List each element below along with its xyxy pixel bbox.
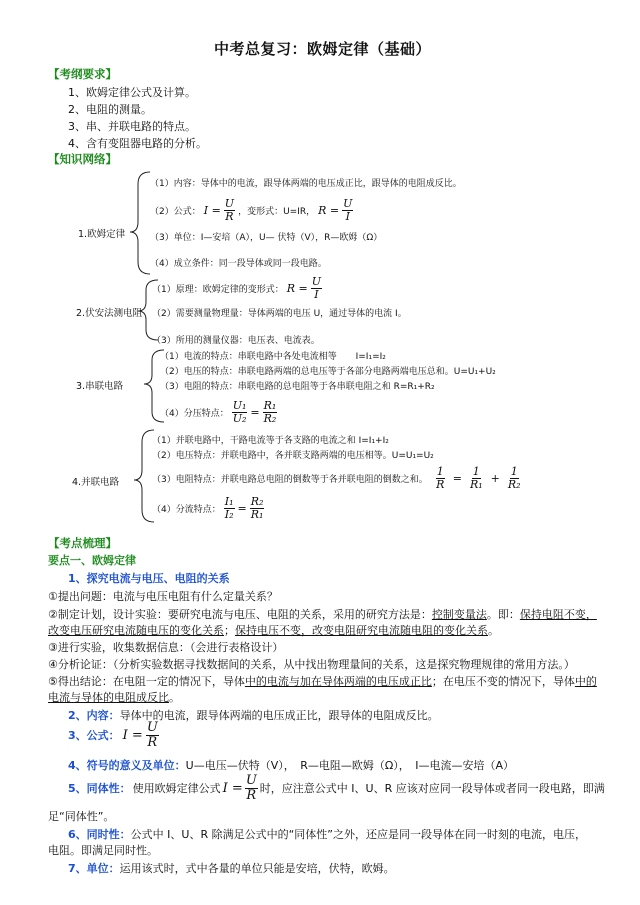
- exam-requirements-heading: 【考纲要求】: [48, 67, 117, 81]
- fraction-denominator: R₁: [469, 477, 483, 491]
- parallel-shunt-fraction-r: [250, 496, 265, 520]
- voltammetry-principle-prefix: （1）原理：欧姆定律的变形式：: [152, 284, 284, 295]
- step-plan-cont: [48, 622, 499, 638]
- equals-sign: =: [452, 471, 462, 485]
- content-label: 2、内容：: [68, 709, 120, 722]
- parallel-resistance-text: （3）电阻特点：并联电路总电阻的倒数等于各并联电阻的倒数之和。: [152, 474, 428, 485]
- fraction-denominator: I₂: [224, 507, 234, 521]
- step-experiment: ③进行实验，收集数据信息：（会进行表格设计）: [48, 641, 284, 654]
- step-plan-underlined: 改变电压研究电流随电压的变化关系: [48, 624, 224, 637]
- fraction-numerator: U: [343, 197, 353, 210]
- series-current-text: （1）电流的特点：串联电路中各处电流相等: [160, 352, 337, 362]
- series-divider-fraction-r: [263, 400, 278, 424]
- parallel-shunt-fraction-i: [224, 496, 235, 520]
- fraction-numerator: 1: [436, 465, 444, 478]
- equals-sign: =: [250, 405, 260, 419]
- fraction-denominator: U₂: [232, 411, 247, 425]
- fraction-denominator: R: [246, 787, 257, 803]
- fraction-numerator: 1: [472, 465, 480, 478]
- series-divider-prefix: （4）分压特点：: [160, 408, 229, 419]
- fraction-denominator: R: [225, 209, 234, 223]
- step-conclusion-cont: [48, 689, 180, 705]
- fraction-denominator: R₁: [250, 507, 264, 521]
- fraction-denominator: R: [436, 477, 445, 491]
- series-voltage: （2）电压的特点：串联电路两端的总电压等于各部分电路两端电压总和。U=U₁+U₂: [160, 367, 496, 377]
- simultaneity-text: 公式中 I、U、R 除满足公式中的“同体性”之外，还应是同一段导体在同一时刻的电流，电压，: [130, 828, 586, 841]
- step-plan: [48, 606, 597, 622]
- requirement-item: 3、串、并联电路的特点。: [68, 120, 196, 133]
- formula-fraction: [146, 721, 159, 749]
- fraction-denominator: I: [345, 209, 350, 223]
- fraction-numerator: 1: [510, 465, 518, 478]
- parallel-inv-R: [436, 466, 445, 490]
- fraction-denominator: R: [147, 734, 158, 750]
- same-body-text: 使用欧姆定律公式: [132, 782, 221, 796]
- parallel-label: 4.并联电路: [72, 477, 120, 488]
- parallel-inv-R2: [508, 466, 521, 490]
- step-plan-text: ；: [224, 624, 235, 637]
- voltammetry-principle-R: R =: [286, 281, 308, 295]
- requirement-item: 4、含有变阻器电路的分析。: [68, 137, 207, 150]
- parallel-current: （1）并联电路中，干路电流等于各支路的电流之和 I=I₁+I₂: [152, 436, 389, 446]
- fraction-numerator: U: [311, 275, 322, 288]
- formula-I: I =: [122, 727, 143, 743]
- ohm-variant-R: R =: [318, 203, 340, 217]
- fraction-numerator: U: [245, 773, 257, 788]
- same-body-line: [68, 774, 605, 802]
- series-current-eq: I=I₁=I₂: [355, 352, 386, 362]
- step-conclusion-text: ；在电压不变的情况下，导体: [431, 675, 575, 688]
- same-body-text: 时，应注意公式中 I、U、R 应该对应同一段导体或者同一段电路，即满: [259, 782, 605, 796]
- unit-label: 7、单位：: [68, 862, 120, 875]
- step-conclusion-underlined: 中的电流与加在导体两端的电压成正比: [244, 675, 432, 688]
- fraction-numerator: I₁: [224, 495, 234, 508]
- requirement-item: 2、电阻的测量。: [68, 103, 152, 116]
- ohm-law-label: 1.欧姆定律: [78, 229, 126, 240]
- same-body-fraction: [245, 774, 258, 802]
- parallel-voltage: （2）电压特点：并联电路中，各并联支路两端的电压相等。U=U₁=U₂: [152, 451, 434, 461]
- unit-text: 运用该式时，式中各量的单位只能是安培，伏特，欧姆。: [119, 862, 395, 875]
- voltammetry-instruments: （3）所用的测量仪器：电压表、电流表。: [152, 336, 320, 346]
- step-conclusion-underlined: 中的: [574, 675, 597, 688]
- series-resistance: （3）电阻的特点：串联电路的总电阻等于各串联电阻之和 R=R₁+R₂: [160, 382, 435, 392]
- ohm-variant-fraction: [342, 198, 353, 222]
- symbols-line: [68, 757, 514, 773]
- fraction-numerator: R₁: [263, 399, 277, 412]
- step-conclusion-text: ⑤得出结论：在电阻一定的情况下，导体: [48, 675, 245, 688]
- ohm-variant-prefix: ，变形式：U=IR，: [238, 206, 316, 217]
- formula-label: 3、公式：: [68, 729, 120, 743]
- same-body-I: I =: [222, 780, 243, 796]
- formula-line: [68, 721, 159, 749]
- fraction-numerator: U₁: [232, 399, 247, 412]
- ohm-formula-I: I =: [203, 203, 221, 217]
- step-plan-underlined: 保持电压不变，改变电阻研究电流随电阻的变化关系: [235, 624, 488, 637]
- ohm-formula-line: [150, 198, 353, 222]
- parallel-shunt-line: [152, 496, 264, 520]
- series-divider-line: [160, 400, 277, 424]
- equals-sign: =: [237, 501, 247, 515]
- voltammetry-quantities: （2）需要测量物理量：导体两端的电压 U，通过导体的电流 I。: [152, 309, 407, 319]
- step-conclusion: [48, 673, 597, 689]
- fraction-denominator: I: [314, 287, 319, 301]
- ohm-condition: （4）成立条件：同一段导体或同一段电路。: [150, 259, 327, 269]
- series-label: 3.串联电路: [76, 381, 124, 392]
- knowledge-network-heading: 【知识网络】: [48, 152, 117, 166]
- page-title: 中考总复习：欧姆定律（基础）: [214, 40, 432, 58]
- fraction-numerator: R₂: [250, 495, 264, 508]
- series-divider-fraction-u: [232, 400, 248, 424]
- simultaneity-line: [68, 826, 586, 842]
- same-body-label: 5、同体性：: [68, 782, 131, 796]
- step-plan-text: ②制定计划，设计实验：要研究电流与电压、电阻的关系，采用的研究方法是：: [48, 608, 432, 621]
- step-conclusion-underlined: 电流与导体的电阻成反比: [48, 691, 169, 704]
- parallel-resistance-line: [152, 466, 521, 490]
- parallel-inv-R1: [470, 466, 483, 490]
- fraction-denominator: R₂: [507, 477, 521, 491]
- content-text: 导体中的电流，跟导体两端的电压成正比，跟导体的电阻成反比。: [119, 709, 439, 722]
- ohm-formula-fraction: [224, 198, 235, 222]
- same-body-cont: 足“同体性”。: [48, 810, 115, 823]
- step-plan-underlined: 保持电阻不变，: [519, 608, 597, 621]
- symbols-label: 4、符号的意义及单位：: [68, 759, 186, 772]
- sub1-heading: 1、探究电流与电压、电阻的关系: [68, 572, 230, 585]
- step-analysis: ④分析论证：（分析实验数据寻找数据间的关系，从中找出物理量间的关系，这是探究物理规律的常用方法。）: [48, 658, 575, 671]
- key-points-heading: 【考点梳理】: [48, 536, 117, 550]
- fraction-numerator: U: [224, 197, 235, 210]
- simultaneity-cont: 电阻。即满足同时性。: [48, 844, 158, 857]
- simultaneity-label: 6、同时性：: [68, 828, 131, 841]
- requirement-item: 1、欧姆定律公式及计算。: [68, 86, 196, 99]
- voltammetry-principle-fraction: [311, 276, 322, 300]
- point1-heading: 要点一、欧姆定律: [48, 554, 136, 567]
- step-conclusion-text: 。: [169, 691, 180, 704]
- fraction-numerator: U: [146, 720, 158, 735]
- voltammetry-principle-line: [152, 276, 322, 300]
- step-plan-text: 。即：: [486, 608, 520, 621]
- fraction-denominator: R₂: [263, 411, 277, 425]
- voltammetry-label: 2.伏安法测电阻: [76, 308, 143, 319]
- ohm-units: （3）单位：I—安培（A），U— 伏特（V），R—欧姆（Ω）: [150, 233, 383, 243]
- symbols-text: U—电压—伏特（V）， R—电阻—欧姆（Ω）， I—电流—安培（A）: [185, 759, 515, 772]
- unit-line: [68, 860, 395, 876]
- step-plan-method: 控制变量法: [431, 608, 487, 621]
- parallel-shunt-prefix: （4）分流特点：: [152, 504, 221, 515]
- step-plan-text: 。: [488, 624, 499, 637]
- plus-sign: +: [490, 471, 500, 485]
- ohm-formula-prefix: （2）公式：: [150, 206, 201, 217]
- step-question: ①提出问题：电流与电压电阻有什么定量关系？: [48, 590, 278, 603]
- series-current: [160, 349, 386, 362]
- ohm-content: （1）内容：导体中的电流，跟导体两端的电压成正比，跟导体的电阻成反比。: [150, 179, 462, 189]
